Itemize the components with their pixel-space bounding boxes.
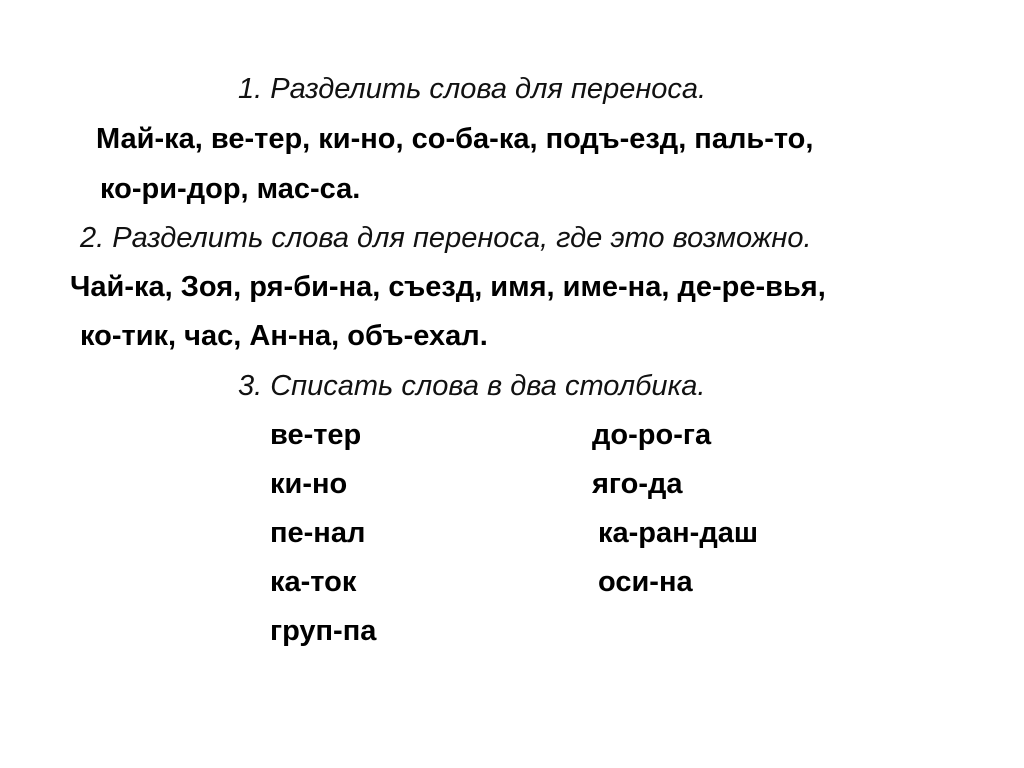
task1-words-line2: ко-ри-дор, мас-са. [100,173,361,205]
left-word: пе-нал [270,517,366,549]
right-word: яго-да [592,468,683,500]
task2-words-line2: ко-тик, час, Ан-на, объ-ехал. [80,320,488,352]
right-word: оси-на [598,566,693,598]
left-word: груп-па [270,615,377,647]
right-word: ка-ран-даш [598,517,759,549]
left-word: ки-но [270,468,348,500]
left-word: ве-тер [270,419,362,451]
task2-words-line1: Чай-ка, Зоя, ря-би-на, съезд, имя, име-на, де-ре-вья, [70,271,826,303]
right-word: до-ро-га [592,419,712,451]
task1-words-line1: Май-ка, ве-тер, ки-но, со-ба-ка, подъ-езд, паль-то, [96,123,814,155]
task2-heading: 2. Разделить слова для переноса, где это возможно. [80,222,812,254]
left-word: ка-ток [270,566,357,598]
task3-heading: 3. Списать слова в два столбика. [238,370,706,402]
task1-heading: 1. Разделить слова для переноса. [238,73,707,105]
